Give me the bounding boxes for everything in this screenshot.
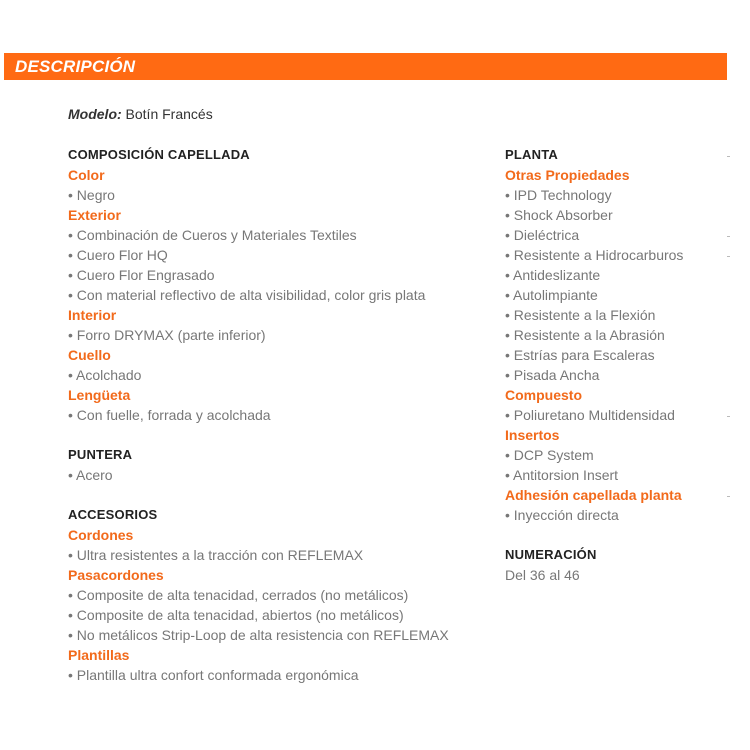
group-title-exterior: Exterior <box>68 207 121 223</box>
right-column <box>505 145 730 585</box>
model-value: Botín Francés <box>125 106 213 122</box>
section-heading-numeracion: NUMERACIÓN <box>505 547 597 562</box>
group-title-cuello: Cuello <box>68 347 111 363</box>
list-item: • Inyección directa <box>505 507 619 523</box>
list-item: • Resistente a la Flexión <box>505 307 656 323</box>
list-item: • Forro DRYMAX (parte inferior) <box>68 327 266 343</box>
group-title-pasacordones: Pasacordones <box>68 567 164 583</box>
list-item: • Antideslizante <box>505 267 601 283</box>
list-item: • Resistente a la Abrasión <box>505 327 665 343</box>
list-item: • DCP System <box>505 447 594 463</box>
list-item: • Acolchado <box>68 367 142 383</box>
list-item: • Plantilla ultra confort conformada ergonómica <box>68 667 359 683</box>
list-item: • IPD Technology <box>505 187 612 203</box>
group-title-insertos: Insertos <box>505 427 560 443</box>
edge-mark <box>727 156 730 157</box>
list-item: • Resistente a Hidrocarburos <box>505 247 684 263</box>
list-item: • Combinación de Cueros y Materiales Textiles <box>68 227 357 243</box>
accesorios-section <box>68 505 488 685</box>
section-heading-planta: PLANTA <box>505 147 558 162</box>
edge-mark <box>727 256 730 257</box>
list-item: • Con material reflectivo de alta visibilidad, color gris plata <box>68 287 426 303</box>
list-item: • Acero <box>68 467 113 483</box>
section-heading-accesorios: ACCESORIOS <box>68 507 158 522</box>
list-item: • Estrías para Escaleras <box>505 347 655 363</box>
size-range: Del 36 al 46 <box>505 567 580 583</box>
list-item: • Composite de alta tenacidad, cerrados (no metálicos) <box>68 587 409 603</box>
edge-mark <box>727 236 730 237</box>
list-item: • Cuero Flor HQ <box>68 247 168 263</box>
list-item: • Pisada Ancha <box>505 367 600 383</box>
capellada-section <box>68 145 488 425</box>
list-item: • Antitorsion Insert <box>505 467 619 483</box>
group-title-compuesto: Compuesto <box>505 387 582 403</box>
list-item: • Dieléctrica <box>505 227 580 243</box>
model-label: Modelo: <box>68 106 122 122</box>
left-column <box>68 145 488 685</box>
list-item: • Negro <box>68 187 115 203</box>
section-heading-capellada: COMPOSICIÓN CAPELLADA <box>68 147 250 162</box>
group-title-otras-propiedades: Otras Propiedades <box>505 167 630 183</box>
list-item: • No metálicos Strip-Loop de alta resistencia con REFLEMAX <box>68 627 449 643</box>
numeracion-section <box>505 545 730 585</box>
group-title-interior: Interior <box>68 307 117 323</box>
group-title-color: Color <box>68 167 105 183</box>
group-title-adhesion: Adhesión capellada planta <box>505 487 682 503</box>
list-item: • Ultra resistentes a la tracción con REFLEMAX <box>68 547 364 563</box>
planta-section <box>505 145 730 525</box>
list-item: • Shock Absorber <box>505 207 613 223</box>
banner-title: DESCRIPCIÓN <box>15 57 136 76</box>
edge-mark <box>727 416 730 417</box>
list-item: • Cuero Flor Engrasado <box>68 267 215 283</box>
group-title-cordones: Cordones <box>68 527 134 543</box>
group-title-lengueta: Lengüeta <box>68 387 131 403</box>
list-item: • Composite de alta tenacidad, abiertos (no metálicos) <box>68 607 404 623</box>
list-item: • Con fuelle, forrada y acolchada <box>68 407 271 423</box>
section-heading-puntera: PUNTERA <box>68 447 133 462</box>
edge-mark <box>727 496 730 497</box>
list-item: • Autolimpiante <box>505 287 598 303</box>
group-title-plantillas: Plantillas <box>68 647 130 663</box>
description-banner <box>4 53 727 80</box>
puntera-section <box>68 445 488 485</box>
model-line <box>68 106 213 122</box>
list-item: • Poliuretano Multidensidad <box>505 407 675 423</box>
